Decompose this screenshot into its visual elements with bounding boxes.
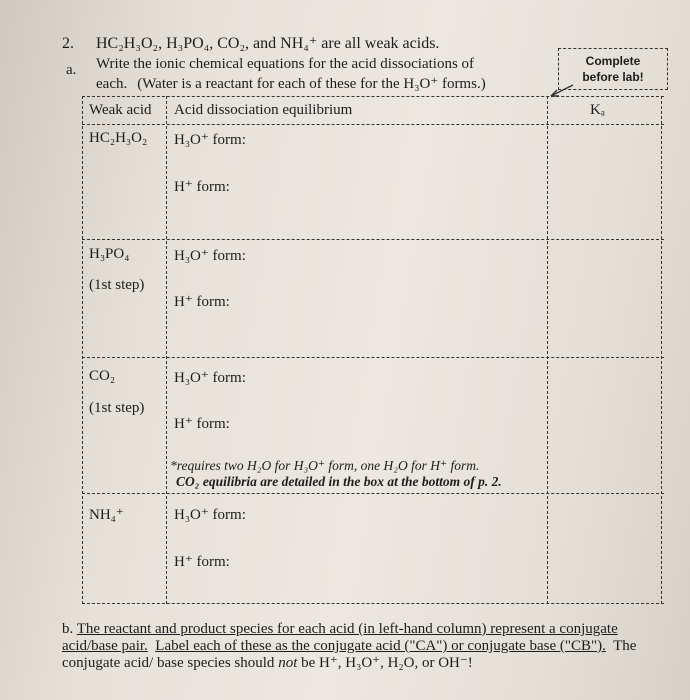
part-a-line1: Write the ionic chemical equations for the acid dissociations of	[96, 56, 475, 72]
row1-acid: HC₂H₃O₂	[89, 130, 148, 146]
row4-h3o-form: H₃O⁺ form:	[174, 507, 246, 523]
part-b-sentence2: Label each of these as the conjugate acid ("CA") or conjugate base ("CB").	[155, 638, 606, 654]
table-top-border	[82, 96, 664, 97]
part-b-paragraph	[62, 621, 662, 672]
question-number: 2.	[62, 35, 74, 52]
row4-h-form: H⁺ form:	[174, 554, 230, 570]
row1-h3o-form: H₃O⁺ form:	[174, 132, 246, 148]
row3-step: (1st step)	[89, 400, 145, 416]
row3-h3o-form: H₃O⁺ form:	[174, 370, 246, 386]
part-a-label: a.	[66, 62, 77, 78]
row2-h-form: H⁺ form:	[174, 294, 230, 310]
complete-line1: Complete	[585, 54, 641, 68]
part-b-not: not	[278, 655, 298, 671]
row3-note-line1: *requires two H₂O for H₃O⁺ form, one H₂O for H⁺ form.	[170, 458, 480, 473]
table-left-border	[82, 96, 83, 604]
part-a-each: each.	[96, 76, 128, 92]
table-right-border	[661, 96, 662, 604]
part-a-line2	[96, 74, 486, 93]
header-ka: Kₐ	[590, 102, 605, 118]
row2-step: (1st step)	[89, 277, 145, 293]
question-text: HC₂H₃O₂, H₃PO₄, CO₂, and NH₄⁺ are all weak acids.	[96, 35, 440, 52]
row1-h-form: H⁺ form:	[174, 179, 230, 195]
acid-column-divider	[166, 96, 167, 604]
part-b-sentence3-end: be H⁺, H₃O⁺, H₂O, or OH⁻!	[301, 655, 473, 671]
row2-h3o-form: H₃O⁺ form:	[174, 248, 246, 264]
row3-h-form: H⁺ form:	[174, 416, 230, 432]
part-b-sentence3-start: The conjugate acid/ base species should	[62, 638, 637, 671]
ka-column-divider	[547, 96, 548, 604]
part-a-paren: (Water is a reactant for each of these for the H₃O⁺ forms.)	[137, 76, 486, 92]
row3-acid: CO₂	[89, 368, 116, 384]
row-divider-2	[82, 357, 664, 358]
table-bottom-border	[82, 603, 664, 604]
table-header-divider	[82, 124, 664, 125]
pointer-arrow-icon	[545, 82, 575, 102]
row-divider-1	[82, 239, 664, 240]
row-divider-3	[82, 493, 664, 494]
row3-note-line2: CO₂ equilibria are detailed in the box at the bottom of p. 2.	[176, 474, 502, 489]
header-weak-acid: Weak acid	[89, 102, 152, 118]
part-b-sentence1: The reactant and product species for each acid (in left-hand column) represent a conjugate acid/base pair.	[62, 621, 618, 654]
complete-line2: before lab!	[582, 70, 644, 84]
header-equilibrium: Acid dissociation equilibrium	[174, 102, 353, 118]
part-b-label: b.	[62, 621, 74, 637]
row4-acid: NH₄⁺	[89, 507, 124, 523]
row2-acid: H₃PO₄	[89, 246, 130, 262]
